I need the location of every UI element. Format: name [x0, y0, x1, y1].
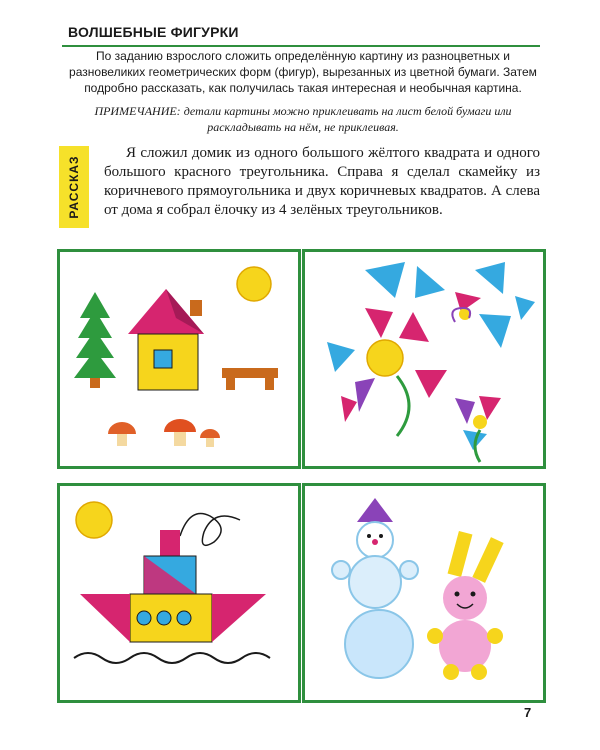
mushroom-icon	[108, 422, 136, 434]
note-label: ПРИМЕЧАНИЕ:	[94, 104, 181, 118]
page-number: 7	[524, 705, 532, 720]
sun-icon	[76, 502, 112, 538]
task-description: По заданию взрослого сложить определённую картину из разноцветных и разновеликих геометрических форм (фигур), вырезанных из цветной бумаги. Затем подробно рассказать, как получилась такая интересная и необычная картина.	[69, 49, 537, 95]
note-text: детали картины можно приклеивать на лист белой бумаги или раскладывать на нём, не приклеивая.	[180, 104, 512, 134]
flowers-illustration	[305, 252, 543, 466]
smoke-icon	[180, 514, 240, 546]
section-title: ВОЛШЕБНЫЕ ФИГУРКИ	[68, 24, 239, 40]
bunny-head-icon	[443, 576, 487, 620]
picture-house	[57, 249, 301, 469]
waves-icon	[74, 653, 270, 663]
snowman-illustration	[305, 486, 543, 700]
chimney-icon	[160, 530, 180, 556]
header-divider	[62, 45, 540, 47]
picture-ship	[57, 483, 301, 703]
story-tag	[59, 146, 89, 228]
story-tag-label: РАССКАЗ	[67, 155, 81, 219]
picture-snowman	[302, 483, 546, 703]
house-illustration	[60, 252, 298, 466]
section-header	[62, 20, 540, 46]
note	[68, 103, 538, 135]
picture-flowers	[302, 249, 546, 469]
bench-icon	[222, 368, 278, 378]
bunny-ear-icon	[448, 531, 473, 577]
ship-illustration	[60, 486, 298, 700]
hat-icon	[357, 498, 393, 522]
story-text: Я сложил домик из одного большого жёлтого квадрата и одного большого красного треугольника. Справа я сделал скамейку из коричневого прямоугольника и двух коричневых квадратов. А слева от дома я собрал ёлочку из 4 зелёных треугольников.	[104, 145, 540, 218]
flower-center-icon	[367, 340, 403, 376]
sun-icon	[237, 267, 271, 301]
snowman-body-icon	[349, 556, 401, 608]
